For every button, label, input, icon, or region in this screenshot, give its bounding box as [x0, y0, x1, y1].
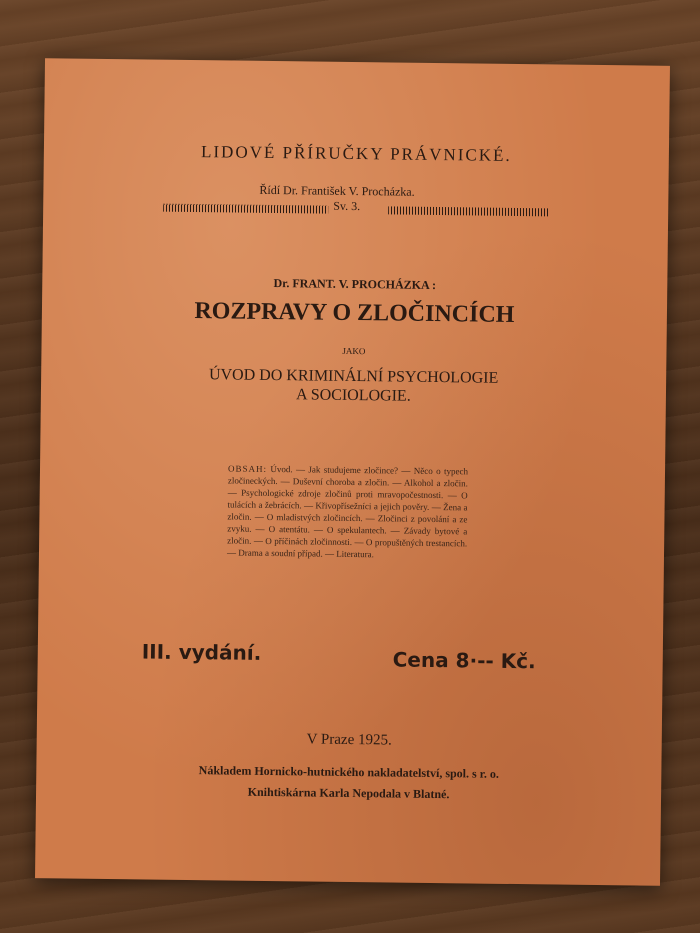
- author: Dr. FRANT. V. PROCHÁZKA :: [273, 276, 437, 293]
- edition-label: III. vydání.: [141, 639, 262, 665]
- publisher-line-2: Knihtiskárna Karla Nepodala v Blatné.: [247, 784, 450, 802]
- title-connector: JAKO: [342, 345, 366, 357]
- subtitle-line-2: A SOCIOLOGIE.: [295, 386, 411, 405]
- decorative-rule-right: [388, 206, 548, 216]
- volume-number: Sv. 3.: [333, 198, 361, 214]
- place-year: V Praze 1925.: [306, 731, 392, 749]
- series-editor: Řídí Dr. František V. Procházka.: [259, 182, 415, 199]
- price-label: Cena 8·-- Kč.: [392, 647, 536, 674]
- contents-text: Úvod. — Jak studujeme zločince? — Něco o typech zločineckých. — Duševní choroba a zločin. — Alkohol a zločin. — Psychologické zdroje zločinů proti mravopočestnosti. — O tulácích a žebrácích. — Křivopřísežníci a jejich pověry. — Žena a zločin. — O mladistvých zločincích. — Zločinci z povolání a ze zvyku. — O atentátu. — O spekulantech. — Závady bytové a zločin. — O příčinách zločinnosti. — O propuštěných trestancích. — Drama a soudní případ. — Literatura.: [226, 463, 469, 560]
- decorative-rule-left: [163, 204, 328, 214]
- book-title: ROZPRAVY O ZLOČINCÍCH: [194, 298, 515, 328]
- book-cover: [35, 58, 670, 886]
- publisher-line-1: Nákladem Hornicko-hutnického nakladatelství, spol. s r. o.: [198, 763, 500, 781]
- editor-row: [163, 182, 553, 217]
- series-title: LIDOVÉ PŘÍRUČKY PRÁVNICKÉ.: [200, 142, 512, 165]
- publisher-info: [36, 758, 661, 808]
- subtitle-line-1: ÚVOD DO KRIMINÁLNÍ PSYCHOLOGIE: [208, 366, 499, 387]
- table-of-contents: [227, 462, 468, 561]
- contents-lead: OBSAH:: [227, 463, 268, 474]
- book-subtitle: [41, 363, 666, 409]
